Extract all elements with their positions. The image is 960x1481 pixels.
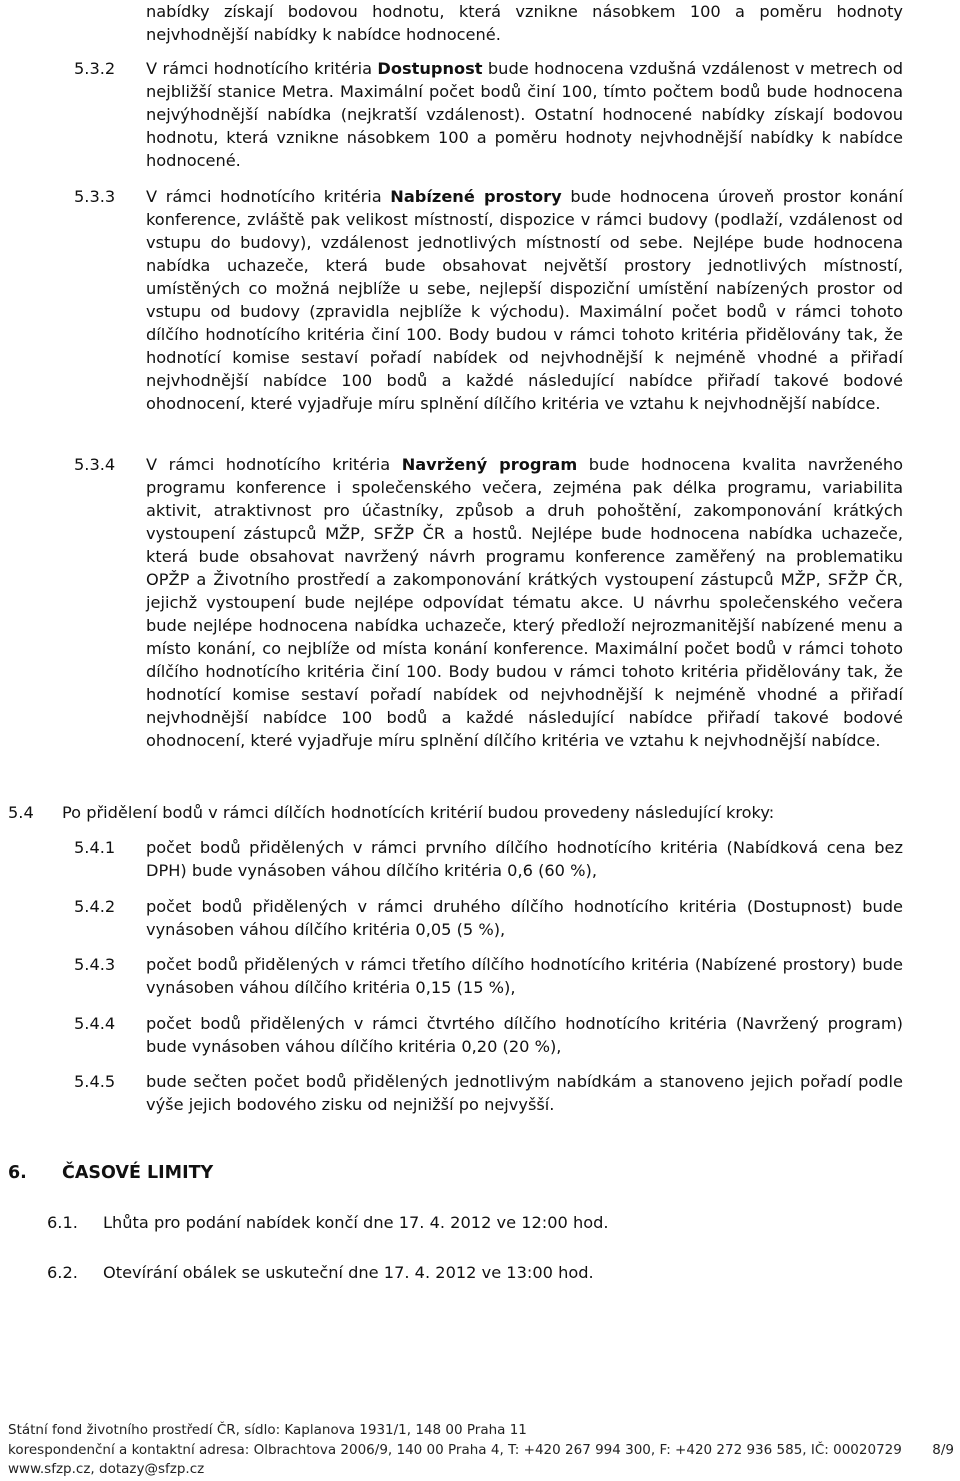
footer-seat: Státní fond životního prostředí ČR, sídlo: Kaplanova 1931/1, 148 00 Praha 11 [8,1422,527,1438]
opening-item: Otevírání obálek se uskuteční dne 17. 4. 2012 ve 13:00 hod. [103,1263,594,1282]
list-item: bude sečten počet bodů přidělených jednotlivým nabídkám a stanoveno jejich pořadí podle výše jejich bodového zisku od nejnižší po nejvyšší. [146,1072,903,1114]
item-number: 5.4.2 [74,897,116,916]
section-number: 5.4 [8,803,34,822]
section-heading: ČASOVÉ LIMITY [62,1163,214,1183]
criterion-name: Navržený program [401,455,578,474]
body-text: V rámci hodnotícího kritéria [146,59,378,78]
section-body [146,185,903,415]
item-number: 5.4.3 [74,955,116,974]
item-number: 5.4.5 [74,1072,116,1091]
criterion-name: Nabízené prostory [390,187,562,206]
criterion-name: Dostupnost [377,59,483,78]
item-number: 5.4.1 [74,838,116,857]
section-number: 5.3.2 [74,59,116,78]
section-body [146,453,903,752]
body-text: bude hodnocena kvalita navrženého programu konference i společenského večera, zejména pak délka programu, variabilita aktivit, atraktivnost pro účastníky, způsob a druh pohoštění, zakomponování krátkých vystoupení zástupců MŽP, SFŽP ČR a hostů. Nejlépe bude hodnocena nabídka uchazeče, která bude obsahovat navržený návrh programu konference zaměřený na problematiku OPŽP a Životního prostředí a zakomponování krátkých vystoupení zástupců MŽP, SFŽP ČR, jejichž vystoupení bude nejlépe odpovídat tématu akce. U návrhu společenského večera bude nejlépe hodnocena nabídka uchazeče, který předloží nejrozmanitější nabízené menu a místo konání, co nejblíže od místa konání konference. Maximální počet bodů v rámci tohoto dílčího hodnotícího kritéria činí 100. Body budou v rámci tohoto kritéria přidělovány tak, že hodnotící komise sestaví pořadí nabídek od nejvhodnější k nejméně vhodné a přiřadí nejvhodnější nabídce 100 bodů a každé následující nabídce přiřadí takové bodové ohodnocení, které vyjadřuje míru splnění dílčího kritéria ve vztahu k nejvhodnější nabídce. [146,455,904,750]
section-number: 5.3.4 [74,455,116,474]
paragraph-tail [146,0,903,46]
footer-web: www.sfzp.cz, dotazy@sfzp.cz [8,1461,205,1477]
heading-number: 6. [8,1163,27,1183]
body-text: bude hodnocena vzdušná vzdálenost v metrech od nejbližší stanice Metra. Maximální počet bodů činí 100, tímto počtem bodů bude hodnocena nejvýhodnější nabídka (nejkratší vzdálenost). Ostatní hodnocené nabídky získají bodovou hodnotu, která vznikne násobkem 100 a poměru hodnoty nejvhodnější nabídky k nabídce hodnocené. [146,59,903,170]
page-number: 8/9 [932,1442,954,1458]
list-item: počet bodů přidělených v rámci čtvrtého dílčího hodnotícího kritéria (Navržený program) bude vynásoben váhou dílčího kritéria 0,20 (20 %), [146,1014,903,1056]
section-body [146,57,903,172]
page-footer [8,1421,948,1480]
body-text: V rámci hodnotícího kritéria [146,187,391,206]
item-number: 5.4.4 [74,1014,116,1033]
body-text: bude hodnocena úroveň prostor konání konference, zvláště pak velikost místností, dispozice v rámci budovy (podlaží, vzdálenost od vstupu do budovy), vzdálenost jednotlivých místností od sebe. Nejlépe bude hodnocena nabídka uchazeče, která bude obsahovat největší prostory jednotlivých místností, umístěných co možná nejblíže u sebe, nejlepší dispoziční umístění nabízených prostor od vstupu od budovy (zpravidla nejblíže k východu). Maximální počet bodů v rámci tohoto dílčího hodnotícího kritéria činí 100. Body budou v rámci tohoto kritéria přidělovány tak, že hodnotící komise sestaví pořadí nabídek od nejvhodnější k nejméně vhodné a přiřadí nejvhodnější nabídce 100 bodů a každé následující nabídce přiřadí takové bodové ohodnocení, které vyjadřuje míru splnění dílčího kritéria ve vztahu k nejvhodnější nabídce. [146,187,904,413]
paragraph-tail-text: nabídky získají bodovou hodnotu, která vznikne násobkem 100 a poměru hodnoty nejvhodnější nabídky k nabídce hodnocené. [146,2,903,44]
body-text: V rámci hodnotícího kritéria [146,455,402,474]
list-item: počet bodů přidělených v rámci třetího dílčího hodnotícího kritéria (Nabízené prostory) bude vynásoben váhou dílčího kritéria 0,15 (15 %), [146,955,903,997]
item-number: 6.1. [47,1213,78,1232]
footer-contact: korespondenční a kontaktní adresa: Olbrachtova 2006/9, 140 00 Praha 4, T: +420 267 994 300, F: +420 272 936 585, IČ: 00020729 [8,1441,902,1458]
item-number: 6.2. [47,1263,78,1282]
section-number: 5.3.3 [74,187,116,206]
section-intro: Po přidělení bodů v rámci dílčích hodnotících kritérií budou provedeny následující kroky: [62,803,775,822]
deadline-item: Lhůta pro podání nabídek končí dne 17. 4. 2012 ve 12:00 hod. [103,1213,609,1232]
list-item: počet bodů přidělených v rámci druhého dílčího hodnotícího kritéria (Dostupnost) bude vynásoben váhou dílčího kritéria 0,05 (5 %), [146,897,903,939]
list-item: počet bodů přidělených v rámci prvního dílčího hodnotícího kritéria (Nabídková cena bez DPH) bude vynásoben váhou dílčího kritéria 0,6 (60 %), [146,838,903,880]
